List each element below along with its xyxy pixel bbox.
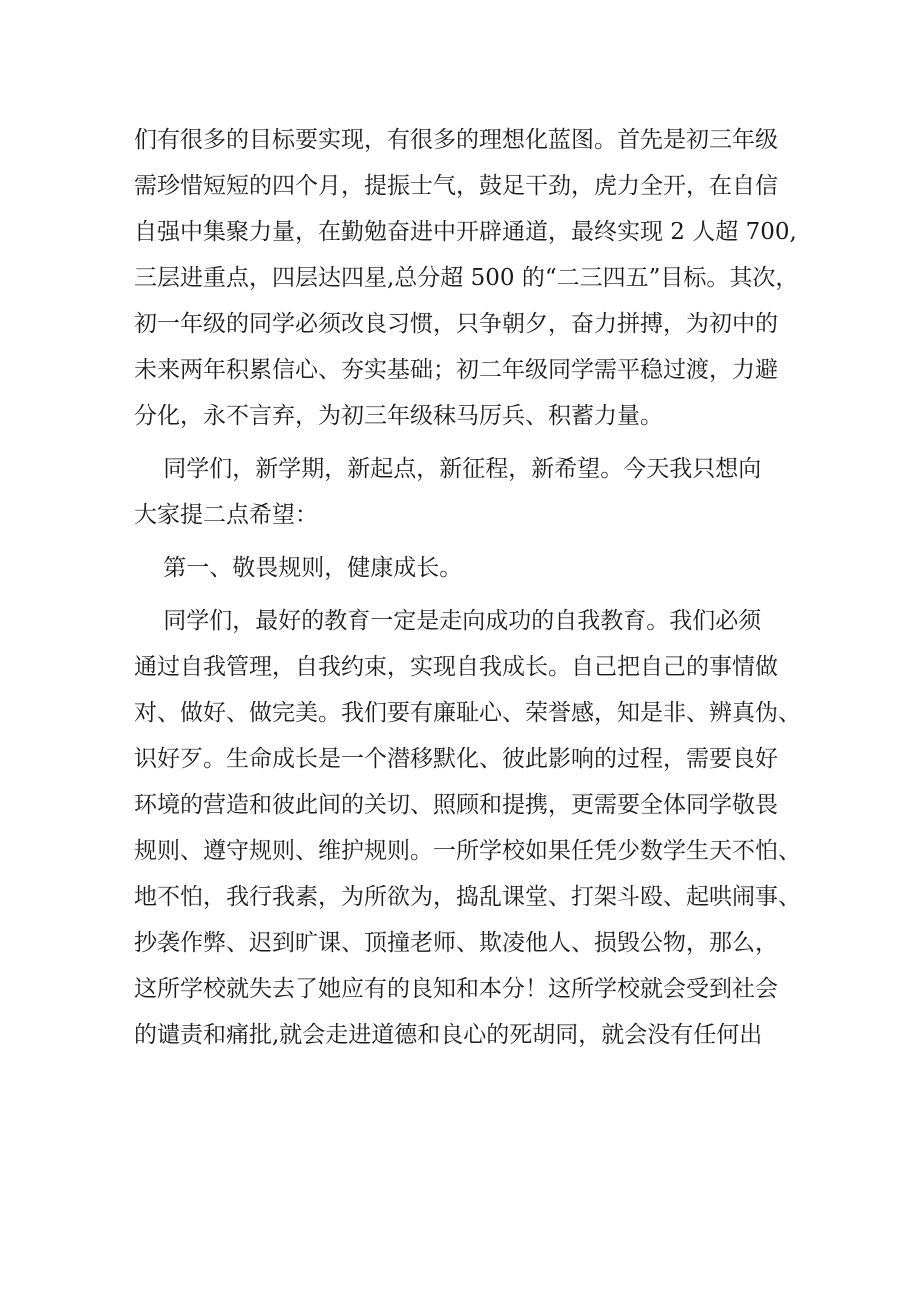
text-line: 的谴责和痛批,就会走进道德和良心的死胡同，就会没有任何出 <box>134 1022 763 1048</box>
paragraph-gap <box>134 591 794 598</box>
paragraph-gap <box>134 439 794 446</box>
text-line: 第一、敬畏规则，健康成长。 <box>134 555 463 581</box>
text-line: 规则、遵守规则、维护规则。一所学校如果任凭少数学生天不怕、 <box>134 838 801 864</box>
text-line: 同学们，最好的教育一定是走向成功的自我教育。我们必须 <box>134 608 762 634</box>
document-body <box>134 117 801 1058</box>
text-line: 抄袭作弊、迟到旷课、顶撞老师、欺凌他人、损毁公物，那么， <box>134 930 778 956</box>
text-line: 三层进重点，四层达四星,总分超 500 的“二三四五”目标。其次， <box>134 265 799 291</box>
text-line: 们有很多的目标要实现，有很多的理想化蓝图。首先是初三年级 <box>134 127 778 153</box>
text-line: 自强中集聚力量，在勤勉奋进中开辟通道，最终实现 2 人超 700, <box>134 219 797 245</box>
text-line: 通过自我管理，自我约束，实现自我成长。自己把自己的事情做 <box>134 654 778 680</box>
text-line: 需珍惜短短的四个月，提振士气，鼓足干劲，虎力全开，在自信 <box>134 173 778 199</box>
text-line: 同学们，新学期，新起点，新征程，新希望。今天我只想向 <box>134 456 762 482</box>
text-line: 分化，永不言弃，为初三年级秣马厉兵、积蓄力量。 <box>134 403 663 429</box>
text-line: 识好歹。生命成长是一个潜移默化、彼此影响的过程，需要良好 <box>134 746 778 772</box>
text-line: 环境的营造和彼此间的关切、照顾和提携，更需要全体同学敬畏 <box>134 792 778 818</box>
text-line: 大家提二点希望： <box>134 502 318 528</box>
text-line: 对、做好、做完美。我们要有廉耻心、荣誉感，知是非、辨真伪、 <box>134 700 801 726</box>
text-line: 地不怕，我行我素，为所欲为，捣乱课堂、打架斗殴、起哄闹事、 <box>134 884 801 910</box>
text-line: 未来两年积累信心、夯实基础；初二年级同学需平稳过渡，力避 <box>134 357 778 383</box>
paragraph-gap <box>134 538 794 545</box>
text-line: 初一年级的同学必须改良习惯，只争朝夕，奋力拼搏，为初中的 <box>134 311 778 337</box>
text-line: 这所学校就失去了她应有的良知和本分！这所学校就会受到社会 <box>134 976 778 1002</box>
